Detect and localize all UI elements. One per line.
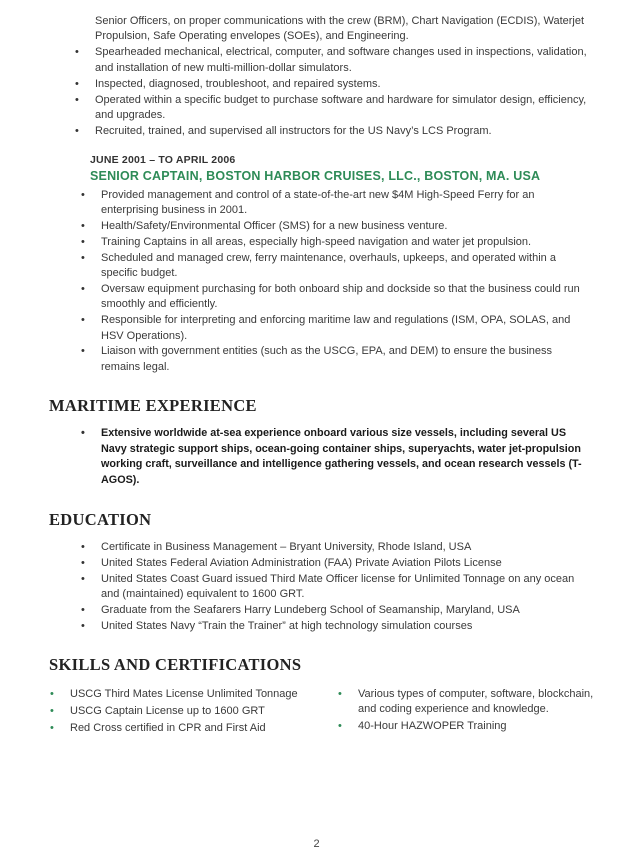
bullet-icon: • <box>50 704 54 717</box>
list-item <box>338 719 598 734</box>
bullet-icon: • <box>81 220 85 233</box>
bullet-icon: • <box>81 236 85 248</box>
list-item <box>81 219 591 234</box>
list-item <box>81 426 591 488</box>
bullet-text: Extensive worldwide at-sea experience onboard various size vessels, including several US Navy strategic support ships, ocean-going container ships, superyachts, water jet-propulsion working craft, surveillance and intelligence gathering vessels, and ocean research vessels (T-AGOS). <box>101 427 582 486</box>
section-heading-maritime: MARITIME EXPERIENCE <box>49 396 257 415</box>
bullet-icon: • <box>81 620 85 633</box>
bullet-icon: • <box>338 720 342 733</box>
list-item <box>95 14 595 45</box>
section-heading-education: EDUCATION <box>49 510 152 529</box>
bullet-text: Liaison with government entities (such as the USCG, EPA, and DEM) to ensure the business remains legal. <box>101 345 553 373</box>
list-item <box>81 344 591 375</box>
bullet-text: United States Federal Aviation Administration (FAA) Private Aviation Pilots License <box>101 556 502 569</box>
bullet-icon: • <box>75 46 79 59</box>
bullet-text: United States Navy “Train the Trainer” at high technology simulation courses <box>101 620 473 633</box>
list-item <box>81 540 591 555</box>
bullet-text: United States Coast Guard issued Third Mate Officer license for Unlimited Tonnage on any ocean and (maintained) equivalent to 1600 GRT. <box>101 572 575 601</box>
maritime-list <box>81 426 591 488</box>
list-item <box>75 45 595 76</box>
job-dates: JUNE 2001 – TO APRIL 2006 <box>90 154 236 166</box>
bullet-icon: • <box>81 572 85 585</box>
bullet-text: Oversaw equipment purchasing for both onboard ship and dockside so that the business could run smoothly and efficiently. <box>101 283 580 311</box>
bullet-text: Senior Officers, on proper communications with the crew (BRM), Chart Navigation (ECDIS), Waterjet Propulsion, Safe Operating envelopes (SOEs), and Engineering. <box>95 15 585 43</box>
list-item <box>338 687 598 718</box>
list-item <box>50 721 330 736</box>
bullet-text: Various types of computer, software, blockchain, and coding experience and knowledge. <box>358 688 594 716</box>
list-item <box>81 556 591 571</box>
page-number: 2 <box>313 838 320 850</box>
skills-right-list <box>338 687 598 736</box>
bullet-text: Recruited, trained, and supervised all instructors for the US Navy’s LCS Program. <box>95 124 492 137</box>
list-item <box>81 619 591 634</box>
bullet-icon: • <box>50 721 54 734</box>
bullet-icon: • <box>81 283 85 295</box>
list-item <box>81 572 591 603</box>
bullet-icon: • <box>81 541 85 553</box>
list-item <box>50 704 330 719</box>
experience-top-list <box>75 14 595 140</box>
bullet-icon: • <box>81 251 85 264</box>
bullet-icon: • <box>81 345 85 358</box>
list-item <box>81 251 591 282</box>
list-item <box>50 687 330 702</box>
bullet-icon: • <box>75 77 79 90</box>
bullet-icon: • <box>75 124 79 137</box>
bullet-text: USCG Third Mates License Unlimited Tonnage <box>70 688 298 700</box>
bullet-text: Health/Safety/Environmental Officer (SMS) for a new business venture. <box>101 220 448 233</box>
skills-left-list <box>50 687 330 738</box>
bullet-text: Operated within a specific budget to purchase software and hardware for simulator design, efficiency, and upgrades. <box>95 93 587 121</box>
bullet-text: Responsible for interpreting and enforcing maritime law and regulations (ISM, OPA, SOLAS, and HSV Operations). <box>101 314 571 342</box>
bullet-text: 40-Hour HAZWOPER Training <box>358 720 507 733</box>
list-item <box>75 124 595 139</box>
bullet-text: Inspected, diagnosed, troubleshoot, and repaired systems. <box>95 77 381 90</box>
bullet-icon: • <box>81 189 85 201</box>
bullet-text: Red Cross certified in CPR and First Aid <box>70 721 266 734</box>
list-item <box>81 282 591 313</box>
bullet-icon: • <box>81 556 85 569</box>
bullet-icon: • <box>81 427 85 439</box>
education-list <box>81 540 591 635</box>
bullet-icon: • <box>81 604 85 617</box>
bullet-icon: • <box>81 314 85 327</box>
bullet-text: USCG Captain License up to 1600 GRT <box>70 704 265 717</box>
bullet-text: Spearheaded mechanical, electrical, computer, and software changes used in inspections, validation, and installation of new multi-million-dollar simulators. <box>95 46 587 74</box>
bullet-text: Training Captains in all areas, especially high-speed navigation and water jet propulsion. <box>101 236 532 248</box>
bullet-icon: • <box>338 688 342 700</box>
bullet-text: Provided management and control of a state-of-the-art new $4M High-Speed Ferry for an enterprising business in 2001. <box>101 189 535 217</box>
bullet-icon: • <box>75 93 79 106</box>
bullet-text: Scheduled and managed crew, ferry maintenance, overhauls, upkeeps, and operated within a specific budget. <box>101 251 556 280</box>
list-item <box>81 188 591 219</box>
section-heading-skills: SKILLS AND CERTIFICATIONS <box>49 655 302 674</box>
list-item <box>81 603 591 618</box>
bullet-icon: • <box>50 688 54 700</box>
job-duties-list <box>81 188 591 376</box>
list-item <box>75 77 595 92</box>
job-title: SENIOR CAPTAIN, BOSTON HARBOR CRUISES, LLC., BOSTON, MA. USA <box>90 169 541 183</box>
list-item <box>81 235 591 250</box>
list-item <box>81 313 591 344</box>
bullet-text: Graduate from the Seafarers Harry Lundeberg School of Seamanship, Maryland, USA <box>101 604 520 617</box>
list-item <box>75 93 595 124</box>
bullet-text: Certificate in Business Management – Bryant University, Rhode Island, USA <box>101 541 472 553</box>
